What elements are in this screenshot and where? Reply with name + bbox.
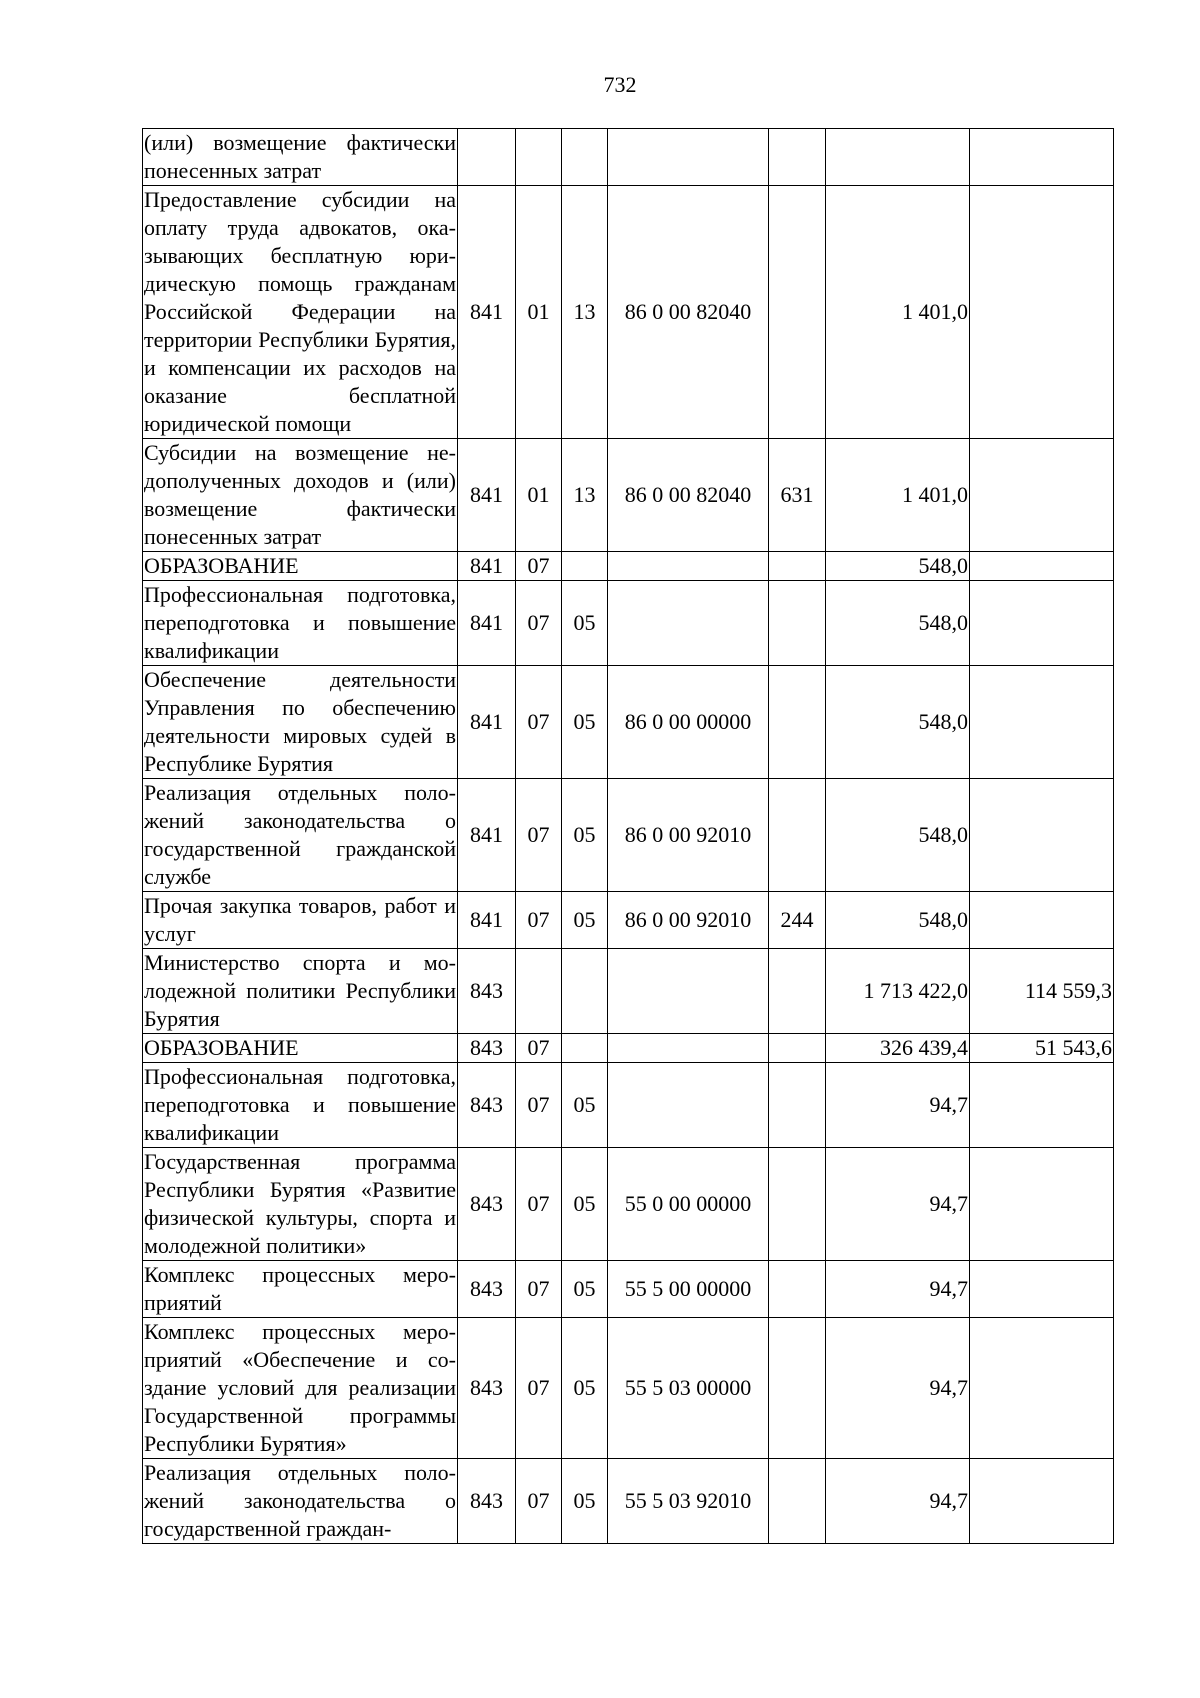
row-expense-type: 631 xyxy=(769,439,826,552)
row-expense-type xyxy=(769,666,826,779)
row-amount-subvention xyxy=(970,581,1114,666)
row-ved-code: 843 xyxy=(458,1034,516,1063)
row-subsection-code: 05 xyxy=(562,666,608,779)
row-target-article: 55 5 03 00000 xyxy=(608,1318,769,1459)
table-row xyxy=(143,666,1114,779)
row-amount: 326 439,4 xyxy=(826,1034,970,1063)
row-expense-type xyxy=(769,552,826,581)
row-name: Реализация отдельных положений законодательства о государственной граждан- xyxy=(143,1459,458,1544)
row-section-code: 07 xyxy=(516,1034,562,1063)
row-amount-subvention: 51 543,6 xyxy=(970,1034,1114,1063)
row-expense-type xyxy=(769,186,826,439)
table-row xyxy=(143,439,1114,552)
row-section-code: 01 xyxy=(516,186,562,439)
row-name: Профессиональная подготовка, переподготовка и повышение квалификации xyxy=(143,1063,458,1148)
row-amount: 1 401,0 xyxy=(826,439,970,552)
table-row xyxy=(143,949,1114,1034)
row-subsection-code xyxy=(562,1034,608,1063)
row-expense-type xyxy=(769,1148,826,1261)
row-target-article xyxy=(608,949,769,1034)
row-amount: 548,0 xyxy=(826,779,970,892)
row-ved-code: 841 xyxy=(458,552,516,581)
row-ved-code: 841 xyxy=(458,779,516,892)
row-expense-type xyxy=(769,1459,826,1544)
row-subsection-code: 05 xyxy=(562,1318,608,1459)
row-amount-subvention xyxy=(970,552,1114,581)
table-row xyxy=(143,1063,1114,1148)
row-name: Комплекс процессных мероприятий xyxy=(143,1261,458,1318)
row-target-article xyxy=(608,581,769,666)
row-amount-subvention xyxy=(970,129,1114,186)
row-name: Прочая закупка товаров, работ и услуг xyxy=(143,892,458,949)
row-expense-type xyxy=(769,949,826,1034)
row-amount: 94,7 xyxy=(826,1261,970,1318)
row-section-code: 07 xyxy=(516,666,562,779)
row-expense-type xyxy=(769,1034,826,1063)
row-subsection-code xyxy=(562,949,608,1034)
row-amount-subvention xyxy=(970,1148,1114,1261)
row-expense-type xyxy=(769,779,826,892)
table-row xyxy=(143,581,1114,666)
row-target-article xyxy=(608,129,769,186)
budget-table xyxy=(142,128,1114,1544)
page-number: 732 xyxy=(603,72,637,97)
row-section-code: 07 xyxy=(516,1318,562,1459)
row-section-code xyxy=(516,949,562,1034)
row-target-article xyxy=(608,1034,769,1063)
row-name: ОБРАЗОВАНИЕ xyxy=(143,552,458,581)
row-name: ОБРАЗОВАНИЕ xyxy=(143,1034,458,1063)
table-row xyxy=(143,186,1114,439)
row-section-code: 07 xyxy=(516,1459,562,1544)
row-ved-code: 843 xyxy=(458,1459,516,1544)
row-name: Профессиональная подготовка, переподготовка и повышение квалификации xyxy=(143,581,458,666)
row-target-article xyxy=(608,1063,769,1148)
table-row xyxy=(143,779,1114,892)
row-subsection-code: 05 xyxy=(562,1063,608,1148)
row-amount-subvention xyxy=(970,1063,1114,1148)
row-ved-code: 843 xyxy=(458,1261,516,1318)
row-amount-subvention xyxy=(970,666,1114,779)
table-row xyxy=(143,1459,1114,1544)
row-target-article: 86 0 00 82040 xyxy=(608,186,769,439)
row-amount-subvention xyxy=(970,439,1114,552)
row-target-article: 86 0 00 82040 xyxy=(608,439,769,552)
row-name: Государственная программа Республики Бурятия «Развитие физической культуры, спорта и молодежной политики» xyxy=(143,1148,458,1261)
row-ved-code: 841 xyxy=(458,439,516,552)
row-ved-code: 841 xyxy=(458,186,516,439)
row-ved-code: 841 xyxy=(458,581,516,666)
row-expense-type: 244 xyxy=(769,892,826,949)
table-row xyxy=(143,1034,1114,1063)
row-amount: 1 713 422,0 xyxy=(826,949,970,1034)
row-subsection-code: 05 xyxy=(562,1459,608,1544)
row-ved-code: 843 xyxy=(458,1318,516,1459)
row-subsection-code xyxy=(562,129,608,186)
row-target-article: 55 0 00 00000 xyxy=(608,1148,769,1261)
row-name: Реализация отдельных положений законодательства о государственной гражданской службе xyxy=(143,779,458,892)
row-expense-type xyxy=(769,1261,826,1318)
row-expense-type xyxy=(769,129,826,186)
row-amount-subvention xyxy=(970,779,1114,892)
row-section-code xyxy=(516,129,562,186)
row-subsection-code: 05 xyxy=(562,1148,608,1261)
row-amount: 94,7 xyxy=(826,1148,970,1261)
row-amount: 94,7 xyxy=(826,1063,970,1148)
row-amount-subvention xyxy=(970,1261,1114,1318)
table-row xyxy=(143,129,1114,186)
row-target-article: 86 0 00 00000 xyxy=(608,666,769,779)
row-section-code: 07 xyxy=(516,1261,562,1318)
row-section-code: 01 xyxy=(516,439,562,552)
row-amount-subvention xyxy=(970,1459,1114,1544)
row-subsection-code: 13 xyxy=(562,186,608,439)
row-amount xyxy=(826,129,970,186)
row-expense-type xyxy=(769,1318,826,1459)
row-ved-code: 843 xyxy=(458,949,516,1034)
row-name: (или) возмещение фактически понесенных затрат xyxy=(143,129,458,186)
row-section-code: 07 xyxy=(516,779,562,892)
row-name: Министерство спорта и молодежной политики Республики Бурятия xyxy=(143,949,458,1034)
row-section-code: 07 xyxy=(516,552,562,581)
row-name: Обеспечение деятельности Управления по обеспечению деятельности мировых судей в Республике Бурятия xyxy=(143,666,458,779)
row-target-article: 86 0 00 92010 xyxy=(608,779,769,892)
row-target-article: 55 5 03 92010 xyxy=(608,1459,769,1544)
row-section-code: 07 xyxy=(516,1063,562,1148)
row-section-code: 07 xyxy=(516,892,562,949)
row-expense-type xyxy=(769,1063,826,1148)
row-subsection-code: 05 xyxy=(562,581,608,666)
table-row xyxy=(143,1148,1114,1261)
table-row xyxy=(143,1318,1114,1459)
row-amount: 548,0 xyxy=(826,666,970,779)
row-subsection-code: 05 xyxy=(562,1261,608,1318)
row-amount: 548,0 xyxy=(826,581,970,666)
row-target-article xyxy=(608,552,769,581)
table-row xyxy=(143,552,1114,581)
row-amount: 94,7 xyxy=(826,1459,970,1544)
row-name: Комплекс процессных мероприятий «Обеспечение и создание условий для реализации Государственной программы Республики Бурятия» xyxy=(143,1318,458,1459)
row-amount-subvention: 114 559,3 xyxy=(970,949,1114,1034)
row-amount: 548,0 xyxy=(826,892,970,949)
budget-table-body xyxy=(143,129,1114,1544)
row-section-code: 07 xyxy=(516,581,562,666)
row-amount: 548,0 xyxy=(826,552,970,581)
row-ved-code: 843 xyxy=(458,1063,516,1148)
row-amount-subvention xyxy=(970,1318,1114,1459)
row-amount-subvention xyxy=(970,186,1114,439)
row-target-article: 55 5 00 00000 xyxy=(608,1261,769,1318)
row-target-article: 86 0 00 92010 xyxy=(608,892,769,949)
row-ved-code xyxy=(458,129,516,186)
row-subsection-code: 05 xyxy=(562,779,608,892)
row-subsection-code: 13 xyxy=(562,439,608,552)
row-section-code: 07 xyxy=(516,1148,562,1261)
row-ved-code: 841 xyxy=(458,892,516,949)
table-row xyxy=(143,1261,1114,1318)
row-name: Субсидии на возмещение недополученных доходов и (или) возмещение фактически понесенных затрат xyxy=(143,439,458,552)
row-amount-subvention xyxy=(970,892,1114,949)
row-ved-code: 843 xyxy=(458,1148,516,1261)
row-subsection-code: 05 xyxy=(562,892,608,949)
row-ved-code: 841 xyxy=(458,666,516,779)
row-amount: 94,7 xyxy=(826,1318,970,1459)
row-amount: 1 401,0 xyxy=(826,186,970,439)
row-name: Предоставление субсидии на оплату труда адвокатов, оказывающих бесплатную юридическую помощь гражданам Российской Федерации на территории Республики Бурятия, и компенсации их расходов на оказание бесплатной юридической помощи xyxy=(143,186,458,439)
row-subsection-code xyxy=(562,552,608,581)
row-expense-type xyxy=(769,581,826,666)
table-row xyxy=(143,892,1114,949)
